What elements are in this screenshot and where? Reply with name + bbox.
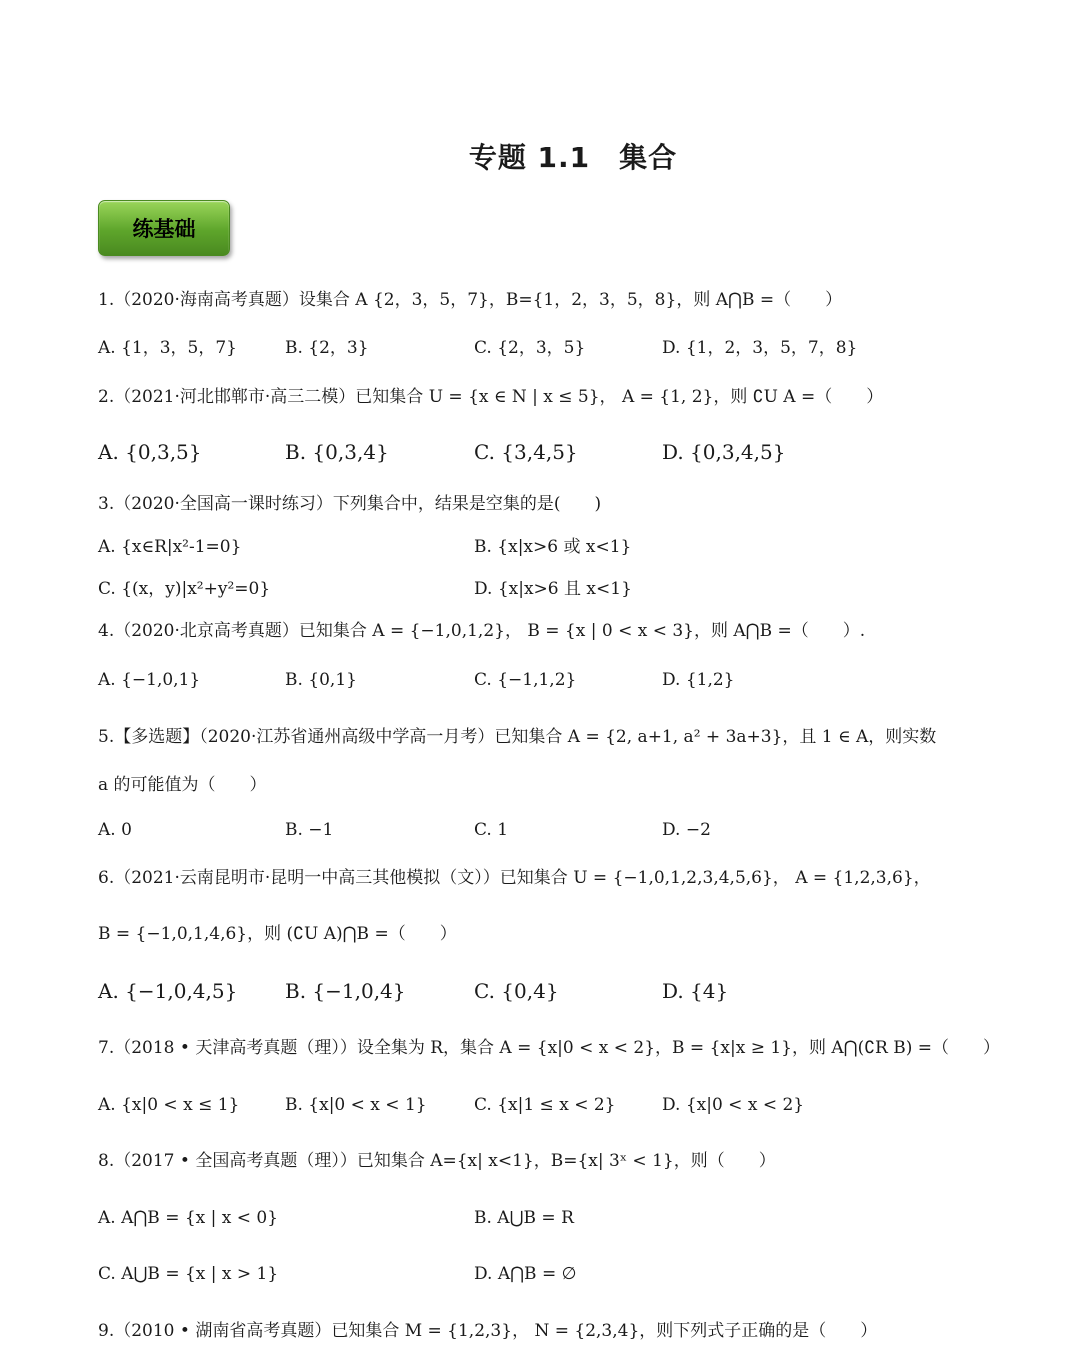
question-7-stem: 7.（2018 • 天津高考真题（理））设全集为 R，集合 A = {x|0 < x < 2}，B = {x|x ≥ 1}，则 A⋂(∁R B) =（ ） <box>98 1038 1001 1058</box>
question-6-stem: 6.（2021·云南昆明市·昆明一中高三其他模拟（文））已知集合 U = {−1,0,1,2,3,4,5,6}， A = {1,2,3,6}， <box>98 868 931 888</box>
question-7-option-b: B. {x|0 < x < 1} <box>285 1095 427 1115</box>
question-6-option-a: A. {−1,0,4,5} <box>98 979 238 1003</box>
question-8-option-c: C. A⋃B = {x | x > 1} <box>98 1264 279 1284</box>
question-4-option-d: D. {1,2} <box>662 670 735 690</box>
question-3-option-b: B. {x|x>6 或 x<1} <box>474 537 632 557</box>
question-8-option-a: A. A⋂B = {x | x < 0} <box>98 1208 279 1228</box>
question-8-option-b: B. A⋃B = R <box>474 1208 574 1228</box>
question-5-option-a: A. 0 <box>98 820 132 840</box>
question-5-option-b: B. −1 <box>285 820 334 840</box>
question-2-option-a: A. {0,3,5} <box>98 440 202 464</box>
question-5-option-c: C. 1 <box>474 820 509 840</box>
question-1-option-a: A. {1，3，5，7} <box>98 338 237 358</box>
question-2-stem: 2.（2021·河北邯郸市·高三二模）已知集合 U = {x ∈ N | x ≤ 5}， A = {1, 2}，则 ∁U A =（ ） <box>98 387 884 407</box>
question-1-stem: 1.（2020·海南高考真题）设集合 A {2，3，5，7}，B={1，2，3，5，8}，则 A⋂B =（ ） <box>98 290 843 310</box>
question-3-stem: 3.（2020·全国高一课时练习）下列集合中，结果是空集的是( ) <box>98 494 602 514</box>
question-7-option-c: C. {x|1 ≤ x < 2} <box>474 1095 616 1115</box>
question-1-option-b: B. {2，3} <box>285 338 369 358</box>
question-2-option-c: C. {3,4,5} <box>474 440 578 464</box>
question-6-stem-continued: B = {−1,0,1,4,6}，则 (∁U A)⋂B =（ ） <box>98 924 457 944</box>
page-title: 专题 1.1 集合 <box>468 141 678 174</box>
question-7-option-d: D. {x|0 < x < 2} <box>662 1095 805 1115</box>
question-3-option-c: C. {(x，y)|x²+y²=0} <box>98 579 271 599</box>
question-7-option-a: A. {x|0 < x ≤ 1} <box>98 1095 240 1115</box>
question-4-option-b: B. {0,1} <box>285 670 357 690</box>
question-4-stem: 4.（2020·北京高考真题）已知集合 A = {−1,0,1,2}， B = {x | 0 < x < 3}，则 A⋂B =（ ）. <box>98 621 866 641</box>
question-4-option-a: A. {−1,0,1} <box>98 670 201 690</box>
question-5-stem-continued: a 的可能值为（ ） <box>98 775 267 795</box>
question-6-option-b: B. {−1,0,4} <box>285 979 406 1003</box>
section-badge: 练基础 <box>98 200 230 256</box>
question-1-option-d: D. {1，2，3，5，7，8} <box>662 338 858 358</box>
question-2-option-d: D. {0,3,4,5} <box>662 440 786 464</box>
question-9-stem: 9.（2010 • 湖南省高考真题）已知集合 M = {1,2,3}， N = {2,3,4}，则下列式子正确的是（ ） <box>98 1321 878 1341</box>
question-5-stem: 5.【多选题】（2020·江苏省通州高级中学高一月考）已知集合 A = {2, a+1, a² + 3a+3}，且 1 ∈ A，则实数 <box>98 727 937 747</box>
question-4-option-c: C. {−1,1,2} <box>474 670 577 690</box>
question-3-option-d: D. {x|x>6 且 x<1} <box>474 579 632 599</box>
question-8-stem: 8.（2017 • 全国高考真题（理））已知集合 A={x| x<1}，B={x| 3ˣ < 1}，则（ ） <box>98 1151 776 1171</box>
question-1-option-c: C. {2，3，5} <box>474 338 586 358</box>
question-6-option-c: C. {0,4} <box>474 979 559 1003</box>
question-6-option-d: D. {4} <box>662 979 729 1003</box>
question-3-option-a: A. {x∈R|x²-1=0} <box>98 537 242 557</box>
question-2-option-b: B. {0,3,4} <box>285 440 389 464</box>
question-5-option-d: D. −2 <box>662 820 711 840</box>
question-8-option-d: D. A⋂B = ∅ <box>474 1264 577 1284</box>
